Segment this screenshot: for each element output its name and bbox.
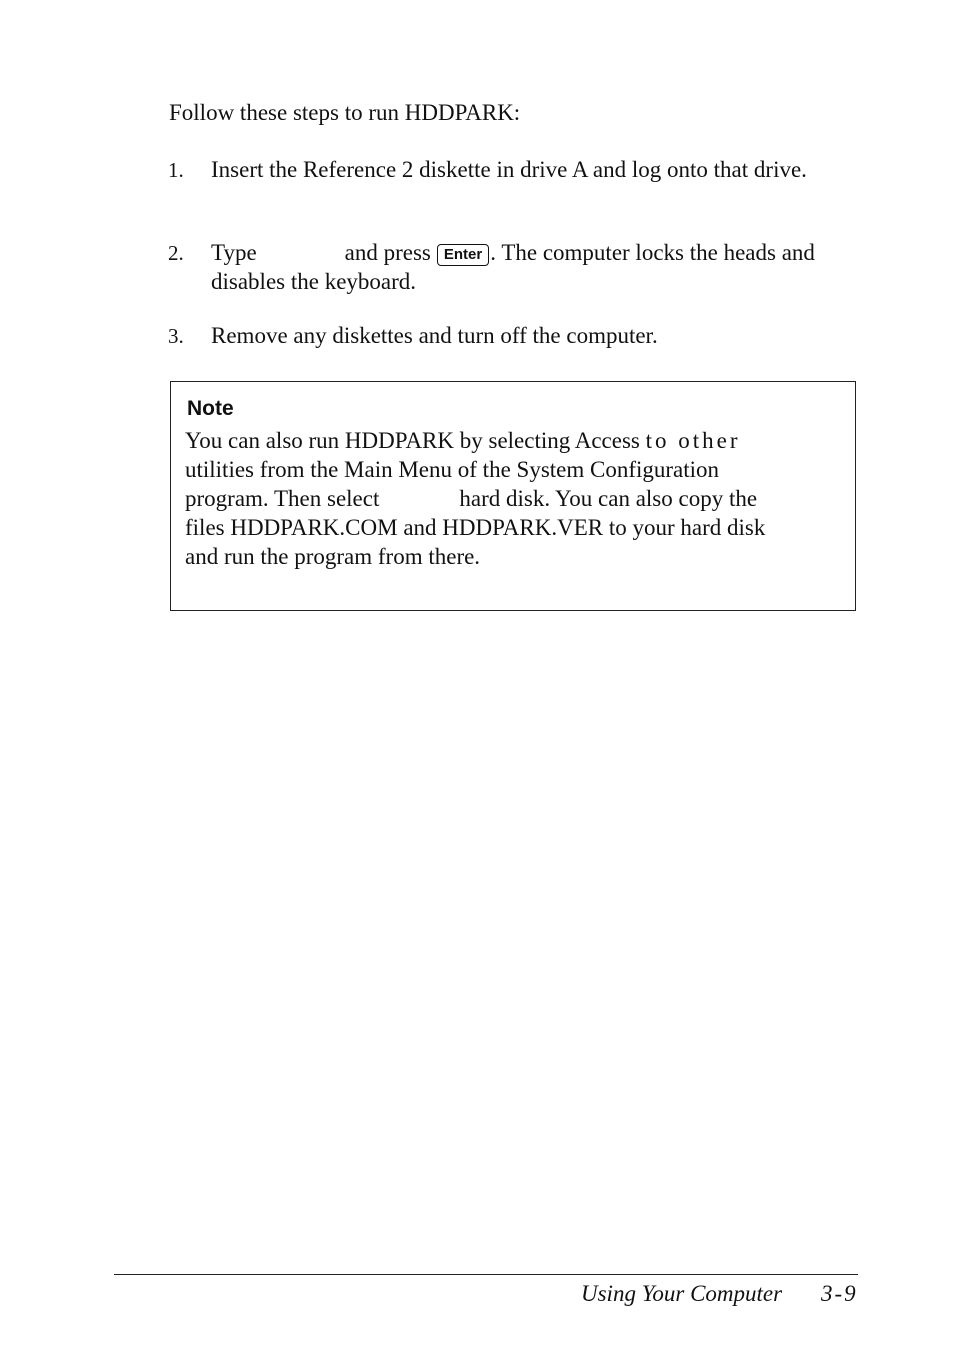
step-number: 2. [168, 241, 184, 265]
step-number: 1. [168, 158, 184, 182]
intro-text: Follow these steps to run HDDPARK: [169, 100, 521, 125]
step-3 [168, 321, 848, 350]
step-text-press: and press [344, 240, 431, 265]
step-text [211, 238, 848, 296]
note-option: to other [645, 428, 741, 453]
step-text: Remove any diskettes and turn off the computer. [211, 323, 658, 348]
note-title: Note [187, 397, 234, 420]
note-text-part1: You can also run HDDPARK by selecting Access [185, 428, 640, 453]
step-text-type: Type [211, 240, 257, 265]
step-text: Insert the Reference 2 diskette in drive A and log onto that drive. [211, 157, 807, 182]
note-box [170, 381, 856, 611]
note-text [185, 426, 781, 571]
note-text-part3: hard disk. You can also copy the files HDDPARK.COM and HDDPARK.VER to your hard disk and run the program from there. [185, 486, 766, 569]
step-text-result: . The computer locks the heads and disables the keyboard. [211, 240, 815, 294]
step-number: 3. [168, 324, 184, 348]
page-number: 3-9 [821, 1281, 858, 1306]
step-2 [168, 238, 848, 296]
enter-key-icon: Enter [437, 244, 489, 266]
note-text-part2: utilities from the Main Menu of the System Configuration program. Then select [185, 457, 720, 511]
footer-title: Using Your Computer [581, 1281, 783, 1306]
step-1 [168, 155, 848, 184]
footer-rule [114, 1274, 858, 1275]
